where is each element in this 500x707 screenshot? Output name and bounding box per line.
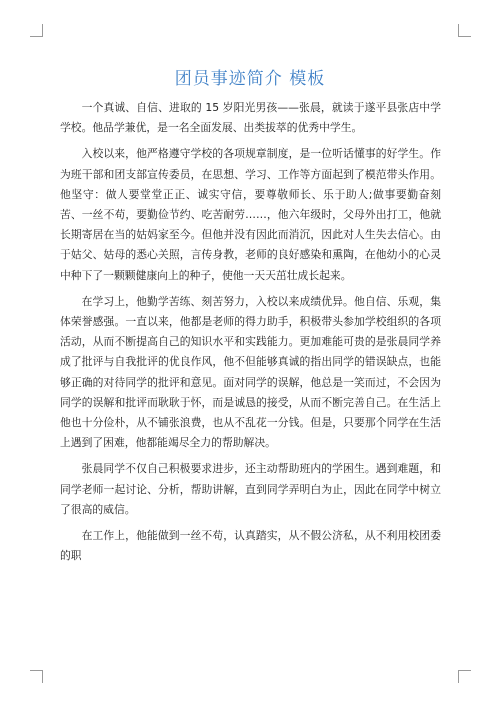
- document-body: [60, 98, 441, 572]
- crop-mark-top-left: [30, 24, 43, 37]
- paragraph: 在工作上，他能做到一丝不苟，认真踏实，从不假公济私，从不利用校团委的职: [60, 529, 441, 563]
- paragraph: 一个真诚、自信、进取的 15 岁阳光男孩——张晨，就读于遂平县张店中学学校。他品学兼优，是一名全面发展、出类拔萃的优秀中学生。: [60, 101, 441, 135]
- paragraph: 张晨同学不仅自己积极要求进步，还主动帮助班内的学困生。遇到难题，和同学老师一起讨论、分析，帮助讲解，直到同学弄明白为止，因此在同学中树立了很高的威信。: [60, 462, 441, 516]
- document-title: 团员事迹简介 模板: [174, 69, 326, 89]
- paragraph: 入校以来，他严格遵守学校的各项规章制度，是一位听话懂事的好学生。作为班干部和团支部宣传委员，在思想、学习、工作等方面起到了模范带头作用。他坚守：做人要堂堂正正、诚实守信，要尊敬师长、乐于助人;做事要勤奋刻苦、一丝不苟，要勤俭节约、吃苦耐劳……，他六年级时，父母外出打工，他就长期寄居在当的姑妈家至今。但他并没有因此而消沉，因此对人生失去信心。由于姑父、姑母的悉心关照，言传身教，老师的良好感染和熏陶，在他幼小的心灵中种下了一颗颗健康向上的种子，使他一天天茁壮成长起来。: [60, 147, 441, 282]
- paragraph: 在学习上，他勤学苦练、刻苦努力，入校以来成绩优异。他自信、乐观，集体荣誉感强。一直以来，他都是老师的得力助手，积极带头参加学校组织的各项活动，从而不断提高自己的知识水平和实践能力。更加难能可贵的是张晨同学养成了批评与自我批评的优良作风，他不但能够真诚的指出同学的错误缺点，也能够正确的对待同学的批评和意见。面对同学的误解，他总是一笑而过，不会因为同学的误解和批评而耿耿于怀，而是诚恳的接受，从而不断完善自己。在生活上他也十分俭朴，从不铺张浪费，也从不乱花一分钱。但是，只要那个同学在生活上遇到了困难，他都能竭尽全力的帮助解决。: [60, 294, 441, 450]
- crop-mark-top-right: [458, 24, 471, 37]
- crop-mark-bottom-left: [30, 670, 43, 683]
- crop-mark-bottom-right: [458, 670, 471, 683]
